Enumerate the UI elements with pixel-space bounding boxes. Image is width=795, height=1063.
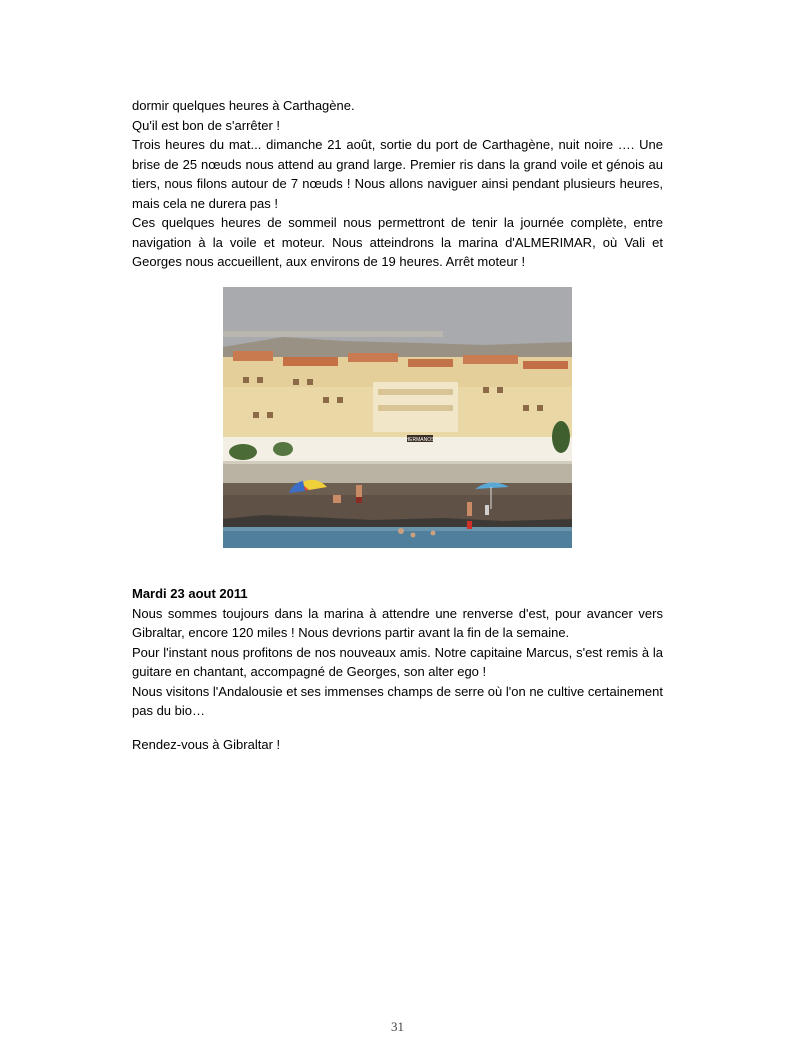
text-block-bottom <box>132 584 663 721</box>
paragraph: Qu'il est bon de s'arrêter ! <box>132 117 281 133</box>
shop-sign: HERMANOS <box>405 437 435 443</box>
page-number: 31 <box>391 1019 404 1034</box>
paragraph: Ces quelques heures de sommeil nous permettront de tenir la journée complète, entre navigation à la voile et moteur. Nous atteindrons la marina d'ALMERIMAR, où Vali et Georges nous accueillent, aux environs de 19 heures. Arrêt moteur ! <box>132 215 663 269</box>
paragraph: dormir quelques heures à Carthagène. <box>132 98 355 113</box>
closing-line: Rendez-vous à Gibraltar ! <box>132 737 281 752</box>
paragraph: Nous visitons l'Andalousie et ses immenses champs de serre où l'on ne cultive certainement pas du bio… <box>132 683 664 718</box>
marina-photo <box>223 287 572 548</box>
paragraph: Pour l'instant nous profitons de nos nouveaux amis. Notre capitaine Marcus, s'est remis à la guitare en chantant, accompagné de Georges, son alter ego ! <box>132 644 663 679</box>
section-heading: Mardi 23 aout 2011 <box>132 586 248 601</box>
paragraph: Nous sommes toujours dans la marina à attendre une renverse d'est, pour avancer vers Gibraltar, encore 120 miles ! Nous devrions partir avant la fin de la semaine. <box>132 605 663 640</box>
marina-photo-illustration <box>223 287 572 548</box>
paragraph: Trois heures du mat... dimanche 21 août, sortie du port de Carthagène, nuit noire …. Une brise de 25 nœuds nous attend au grand large. Premier ris dans la grand voile et génois au tiers, nous filons autour de 7 nœuds ! Nous allons naviguer ainsi pendant plusieurs heures, mais cela ne durera pas ! <box>132 137 663 211</box>
text-block-top <box>132 96 663 272</box>
